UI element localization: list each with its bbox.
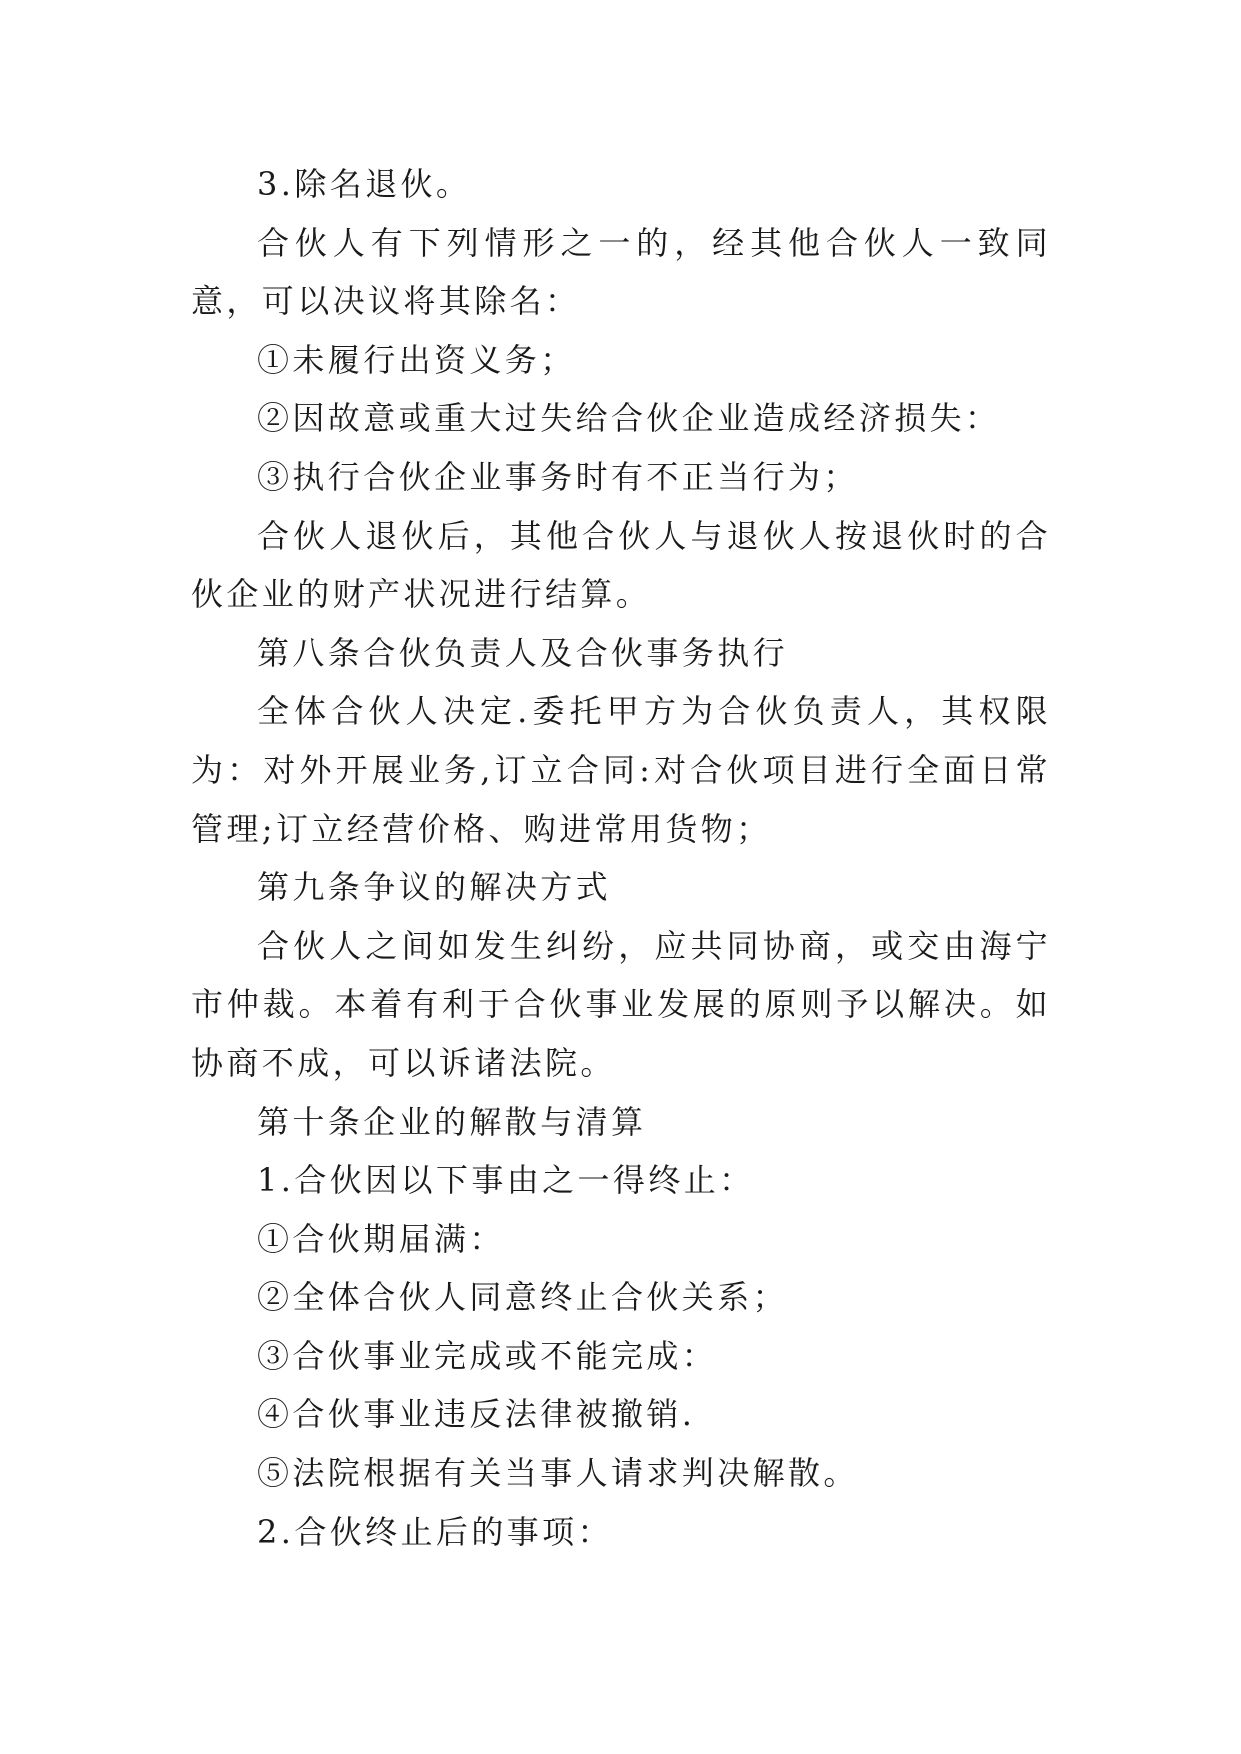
list-item-expulsion-2: ②因故意或重大过失给合伙企业造成经济损失： [257, 399, 1001, 438]
paragraph-article-8-body: 全体合伙人决定.委托甲方为合伙负责人，其权限为：对外开展业务,订立合同:对合伙项目进行全面日常管理;订立经营价格、购进常用货物； [191, 692, 1051, 848]
article-9-heading: 第九条争议的解决方式 [257, 868, 612, 907]
paragraph-expulsion-heading: 3.除名退伙。 [257, 165, 472, 203]
paragraph-article-9-body: 合伙人之间如发生纠纷，应共同协商，或交由海宁市仲裁。本着有利于合伙事业发展的原则予以解决。如协商不成，可以诉诸法院。 [191, 926, 1051, 1082]
list-item-termination-1: ①合伙期届满： [257, 1219, 505, 1258]
paragraph-expulsion-conditions: 合伙人有下列情形之一的，经其他合伙人一致同意，可以决议将其除名： [191, 223, 1051, 321]
article-8-heading: 第八条合伙负责人及合伙事务执行 [257, 633, 789, 672]
list-item-termination-3: ③合伙事业完成或不能完成： [257, 1336, 718, 1375]
list-item-termination-5: ⑤法院根据有关当事人请求判决解散。 [257, 1454, 859, 1493]
list-item-expulsion-1: ①未履行出资义务； [257, 340, 576, 379]
document-body [191, 155, 1051, 1561]
list-item-termination-2: ②全体合伙人同意终止合伙关系； [257, 1278, 789, 1317]
paragraph-post-termination-heading: 2.合伙终止后的事项： [257, 1512, 613, 1551]
article-10-heading: 第十条企业的解散与清算 [257, 1102, 647, 1141]
list-item-termination-4: ④合伙事业违反法律被撤销. [257, 1395, 696, 1434]
list-item-expulsion-3: ③执行合伙企业事务时有不正当行为； [257, 457, 859, 496]
paragraph-settlement: 合伙人退伙后，其他合伙人与退伙人按退伙时的合伙企业的财产状况进行结算。 [191, 516, 1051, 614]
paragraph-termination-heading: 1.合伙因以下事由之一得终止： [257, 1161, 755, 1200]
